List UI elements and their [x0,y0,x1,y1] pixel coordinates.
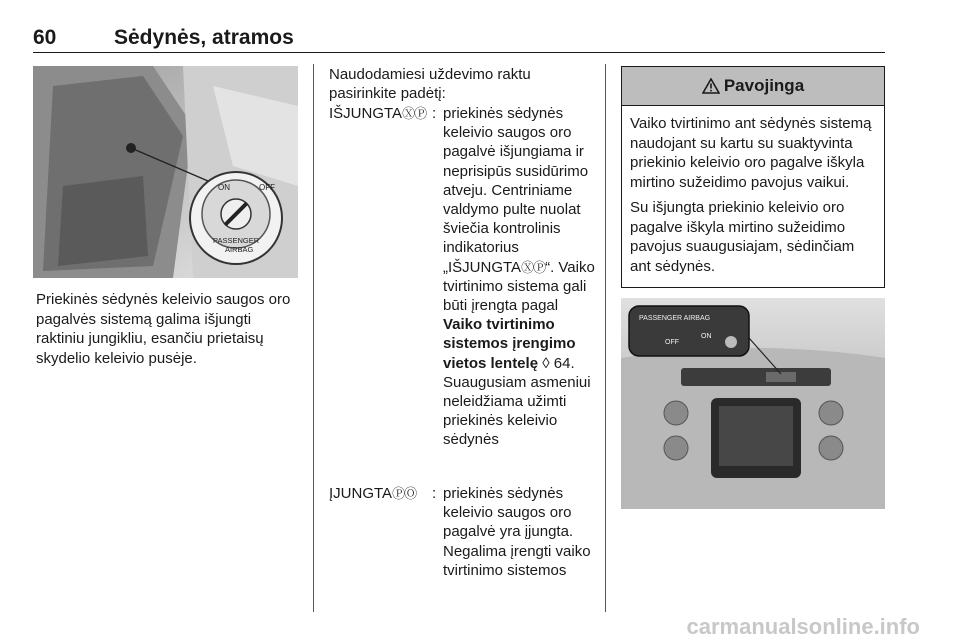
svg-text:ON: ON [218,183,230,192]
svg-text:PASSENGER: PASSENGER [213,236,260,245]
dashboard-photo [621,298,885,509]
watermark: carmanualsonline.info [686,614,920,639]
warning-title: Pavojinga [723,76,805,95]
page-reference[interactable]: ◊ 64. [542,354,575,372]
airbag-on-icon: ⓅⓄ [392,486,417,501]
warning-box [621,66,885,288]
warning-body [622,106,884,276]
intro-text: Naudodamiesi uždevimo raktu pasirinkite padėtį: [329,66,531,102]
airbag-switch-photo [33,66,298,278]
position-off-description: priekinės sėdynės keleivio saugos oro pagalvė išjungiama ir neprisipūs susidūrimo atveju. Centriniame valdymo pulte nuolat šviečia kontrolinis indikatorius „IŠJUNGTAⓍⓅ“. Vaiko tvirtinimo sistema gali būti įrengta pagal Vaiko tvirtinimo sistemos įrengimo vietos lentelę ◊ 64. Suaugusiam asmeniui neleidžiama užimti priekinės keleivio sėdynės [443,105,595,449]
position-on-description: priekinės sėdynės keleivio saugos oro pagalvė yra įjungta. Negalima įrengti vaiko tvirtinimo sistemos [443,485,591,579]
svg-text:ON: ON [701,333,712,340]
page-header [33,20,885,53]
dashboard-illustration [621,298,885,509]
child-seat-table-link[interactable]: Vaiko tvirtinimo sistemos įrengimo vietos lentelę [443,316,576,372]
svg-text:AIRBAG: AIRBAG [225,245,254,254]
column-divider-right [605,64,606,612]
page-number: 60 [33,26,57,49]
warning-header [622,67,884,106]
airbag-off-icon: ⓍⓅ [402,106,427,121]
svg-text:OFF: OFF [259,183,275,192]
warning-triangle-icon [702,78,720,94]
svg-text:OFF: OFF [665,339,679,346]
door-illustration [33,66,298,278]
position-on-label: ĮJUNGTAⓅⓄ [329,485,417,502]
position-off-label: IŠJUNGTAⓍⓅ [329,105,427,122]
airbag-off-icon: ⓍⓅ [521,259,546,275]
svg-text:PASSENGER AIRBAG: PASSENGER AIRBAG [639,315,711,322]
image-caption: Priekinės sėdynės keleivio saugos oro pagalvės sistemą galima išjungti raktiniu jungikliu, esančiu prietaisų skydelio keleivio pusėje. [36,291,291,367]
section-title: Sėdynės, atramos [114,26,294,49]
column-divider-left [313,64,314,612]
warning-paragraph-2: Su išjungta priekinio keleivio oro pagalve iškyla mirtino sužeidimo pavojus suaugusiajam, sėdinčiam ant sėdynės. [630,199,855,275]
warning-paragraph-1: Vaiko tvirtinimo ant sėdynės sistemą naudojant su kartu su suaktyvinta priekinio keleivio oro pagalve iškyla mirtino sužeidimo pavojus vaikui. [630,115,872,191]
